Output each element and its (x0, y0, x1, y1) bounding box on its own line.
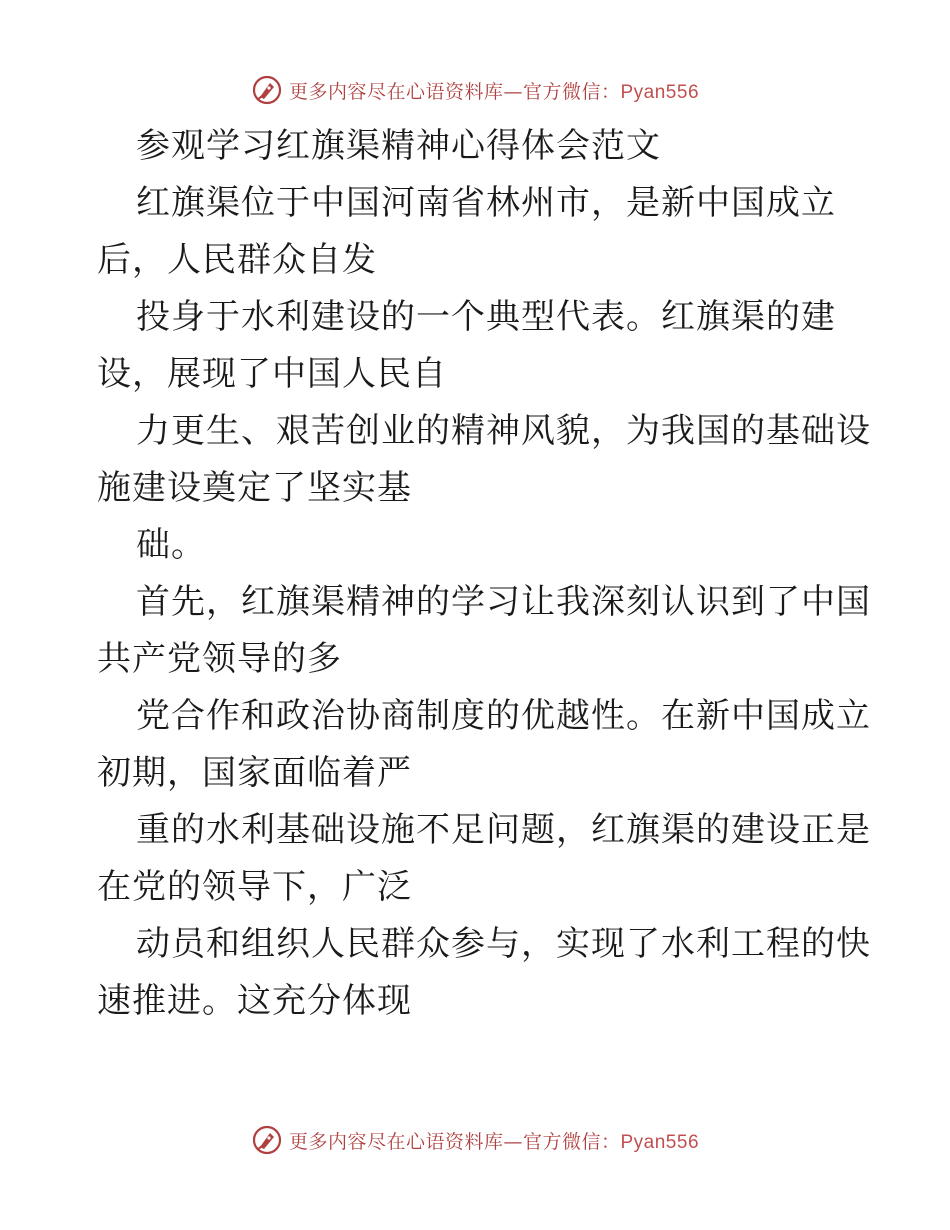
text-line: 党合作和政治协商制度的优越性。在新中国成立 (136, 696, 871, 736)
text-line: 动员和组织人民群众参与，实现了水利工程的快 (136, 924, 871, 964)
text-line: 速推进。这充分体现 (97, 981, 412, 1021)
text-line: 力更生、艰苦创业的精神风貌，为我国的基础设 (136, 411, 871, 451)
text-line: 首先，红旗渠精神的学习让我深刻认识到了中国 (136, 582, 871, 622)
text-line: 投身于水利建设的一个典型代表。红旗渠的建 (136, 297, 836, 337)
text-line: 红旗渠位于中国河南省林州市，是新中国成立 (136, 183, 836, 223)
text-line: 施建设奠定了坚实基 (97, 468, 412, 508)
pen-nib-logo-icon (251, 1124, 283, 1156)
text-line: 后，人民群众自发 (97, 240, 377, 280)
text-line: 在党的领导下，广泛 (97, 867, 412, 907)
text-line: 参观学习红旗渠精神心得体会范文 (136, 126, 661, 166)
pen-nib-logo-icon (251, 74, 283, 106)
text-line: 共产党领导的多 (97, 639, 342, 679)
watermark-text: 更多内容尽在心语资料库—官方微信：Pyan556 (288, 80, 700, 103)
text-line: 初期，国家面临着严 (97, 753, 412, 793)
text-line: 设，展现了中国人民自 (97, 354, 447, 394)
text-line: 重的水利基础设施不足问题，红旗渠的建设正是 (136, 810, 871, 850)
text-line: 础。 (136, 525, 206, 565)
header-watermark (0, 72, 950, 108)
document-body (97, 118, 871, 1030)
footer-watermark (0, 1122, 950, 1158)
watermark-text: 更多内容尽在心语资料库—官方微信：Pyan556 (288, 1130, 700, 1153)
